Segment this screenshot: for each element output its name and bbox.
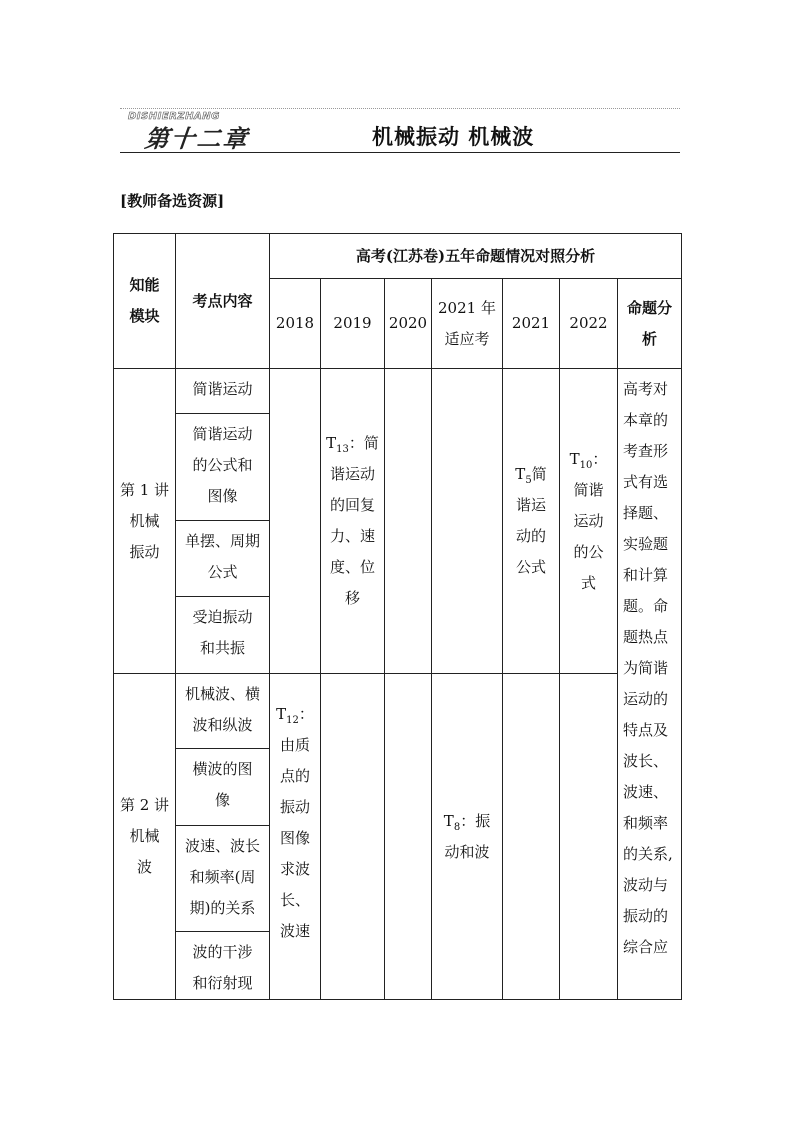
header-year-2018: 2018 (270, 279, 321, 369)
header-year-2019: 2019 (321, 279, 385, 369)
header-group: 高考(江苏卷)五年命题情况对照分析 (270, 234, 682, 279)
topic-cell: 波速、波长 和频率(周 期)的关系 (176, 826, 270, 932)
header-year-2022: 2022 (560, 279, 618, 369)
analysis-text: 高考对 本章的 考查形 式有选 择题、 实验题 和计算 题。命 题热点 为简谐 运动的 特点及 波长、 波速、 和频率 的关系, 波动与 振动的 综合应 (618, 369, 682, 1000)
header-analysis: 命题分 析 (618, 279, 682, 369)
cell-2020-l2 (385, 674, 432, 1000)
cell-2021-l2 (503, 674, 560, 1000)
header-year-2021-adaptive: 2021 年 适应考 (432, 279, 503, 369)
topic-cell: 单摆、周期 公式 (176, 521, 270, 597)
module-lecture-2: 第 2 讲 机械 波 (114, 674, 176, 1000)
header-year-2020: 2020 (385, 279, 432, 369)
section-label: [教师备选资源] (120, 192, 225, 210)
cell-2021-l1: $T_5$简 谐运 动的 公式 (503, 369, 560, 674)
header-topic: 考点内容 (176, 234, 270, 369)
header-module: 知能 模块 (114, 234, 176, 369)
module-lecture-1: 第 1 讲 机械 振动 (114, 369, 176, 674)
cell-2021a-l2: $T_8$：振 动和波 (432, 674, 503, 1000)
topic-cell: 简谐运动 (176, 369, 270, 414)
topic-cell: 波的干涉 和衍射现 (176, 932, 270, 1000)
cell-2021a-l1 (432, 369, 503, 674)
topic-cell: 受迫振动 和共振 (176, 597, 270, 674)
topic-cell: 简谐运动 的公式和 图像 (176, 414, 270, 521)
chapter-pinyin: DISHIERZHANG (128, 111, 220, 122)
topic-cell: 横波的图 像 (176, 749, 270, 826)
header-rule (120, 152, 680, 153)
cell-2018-l1 (270, 369, 321, 674)
cell-2019-l1: $T_{13}$：简 谐运动 的回复 力、速 度、位 移 (321, 369, 385, 674)
chapter-title: 机械振动 机械波 (372, 124, 535, 149)
cell-2018-l2: $T_{12}$： 由质 点的 振动 图像 求波 长、 波速 (270, 674, 321, 1000)
chapter-number: 第十二章 (143, 124, 251, 153)
topic-cell: 机械波、横 波和纵波 (176, 674, 270, 749)
cell-2022-l1: $T_{10}$： 简谐 运动 的公 式 (560, 369, 618, 674)
cell-2020-l1 (385, 369, 432, 674)
header-year-2021: 2021 (503, 279, 560, 369)
cell-2019-l2 (321, 674, 385, 1000)
header-dotted-line (120, 108, 680, 109)
cell-2022-l2 (560, 674, 618, 1000)
exam-analysis-table (113, 233, 682, 1000)
